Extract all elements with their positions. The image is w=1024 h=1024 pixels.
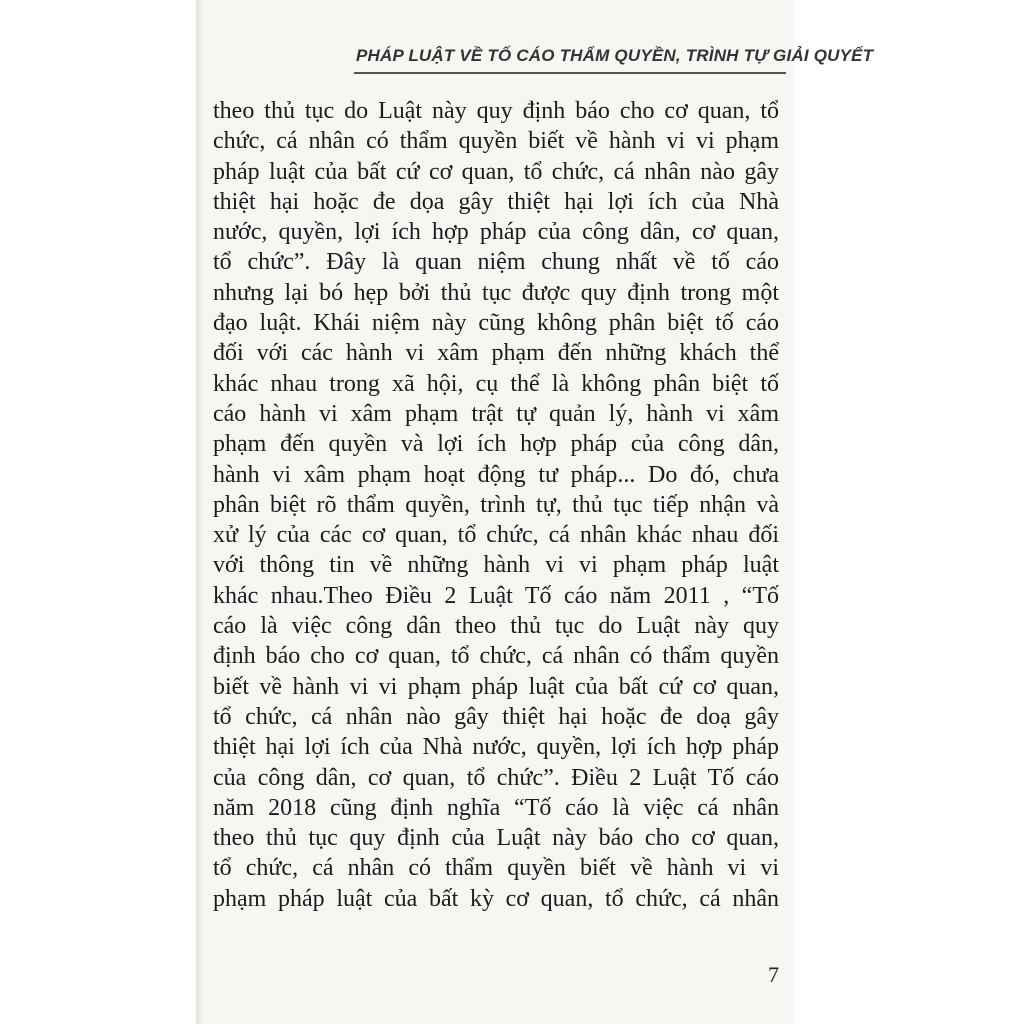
body-line: năm 2018 cũng định nghĩa “Tố cáo là việc cá nhân xyxy=(213,794,779,821)
body-line: tổ chức, cá nhân nào gây thiệt hại hoặc đe doạ gây xyxy=(213,703,779,730)
body-line: đối với các hành vi xâm phạm đến những khách thể xyxy=(213,340,779,367)
body-line: pháp luật của bất cứ cơ quan, tổ chức, cá nhân nào gây xyxy=(213,158,779,185)
body-line: khác nhau.Theo Điều 2 Luật Tố cáo năm 2011 , “Tố xyxy=(213,582,779,609)
body-line: phạm pháp luật của bất kỳ cơ quan, tổ chức, cá nhân xyxy=(213,885,779,912)
body-line: tổ chức”. Đây là quan niệm chung nhất về tố cáo xyxy=(213,249,779,276)
body-line: khác nhau trong xã hội, cụ thể là không phân biệt tố xyxy=(213,370,779,397)
body-line: nước, quyền, lợi ích hợp pháp của công dân, cơ quan, xyxy=(213,219,779,246)
body-line: thiệt hại lợi ích của Nhà nước, quyền, lợi ích hợp pháp xyxy=(213,734,779,761)
body-line: phân biệt rõ thẩm quyền, trình tự, thủ tục tiếp nhận và xyxy=(213,491,779,518)
body-line: nhưng lại bó hẹp bởi thủ tục được quy định trong một xyxy=(213,279,779,306)
body-line: đạo luật. Khái niệm này cũng không phân biệt tố cáo xyxy=(213,310,779,337)
body-line: hành vi xâm phạm hoạt động tư pháp... Do đó, chưa xyxy=(213,461,779,488)
header-rule xyxy=(354,72,786,74)
body-line: theo thủ tục quy định của Luật này báo cho cơ quan, xyxy=(213,825,779,852)
body-line: phạm đến quyền và lợi ích hợp pháp của công dân, xyxy=(213,431,779,458)
body-line: với thông tin về những hành vi vi phạm pháp luật xyxy=(213,552,779,579)
body-line: thiệt hại hoặc đe dọa gây thiệt hại lợi ích của Nhà xyxy=(213,188,779,215)
body-line: cáo hành vi xâm phạm trật tự quản lý, hành vi xâm xyxy=(213,400,779,427)
page-gutter-shadow xyxy=(196,0,204,1024)
running-header: PHÁP LUẬT VỀ TỐ CÁO THẨM QUYỀN, TRÌNH TỰ GIẢI QUYẾT xyxy=(356,46,874,65)
page-number: 7 xyxy=(768,962,779,987)
body-line: định báo cho cơ quan, tổ chức, cá nhân có thẩm quyền xyxy=(213,643,779,670)
body-line: tổ chức, cá nhân có thẩm quyền biết về hành vi vi xyxy=(213,855,779,882)
body-line: theo thủ tục do Luật này quy định báo cho cơ quan, tổ xyxy=(213,98,779,124)
body-line: chức, cá nhân có thẩm quyền biết về hành vi vi phạm xyxy=(213,128,779,155)
body-line: biết về hành vi vi phạm pháp luật của bất cứ cơ quan, xyxy=(213,673,779,700)
body-line: của công dân, cơ quan, tổ chức”. Điều 2 Luật Tố cáo xyxy=(213,764,779,791)
body-text xyxy=(213,96,779,914)
body-line: xử lý của các cơ quan, tổ chức, cá nhân khác nhau đối xyxy=(213,522,779,549)
body-line: cáo là việc công dân theo thủ tục do Luật này quy xyxy=(213,613,779,640)
